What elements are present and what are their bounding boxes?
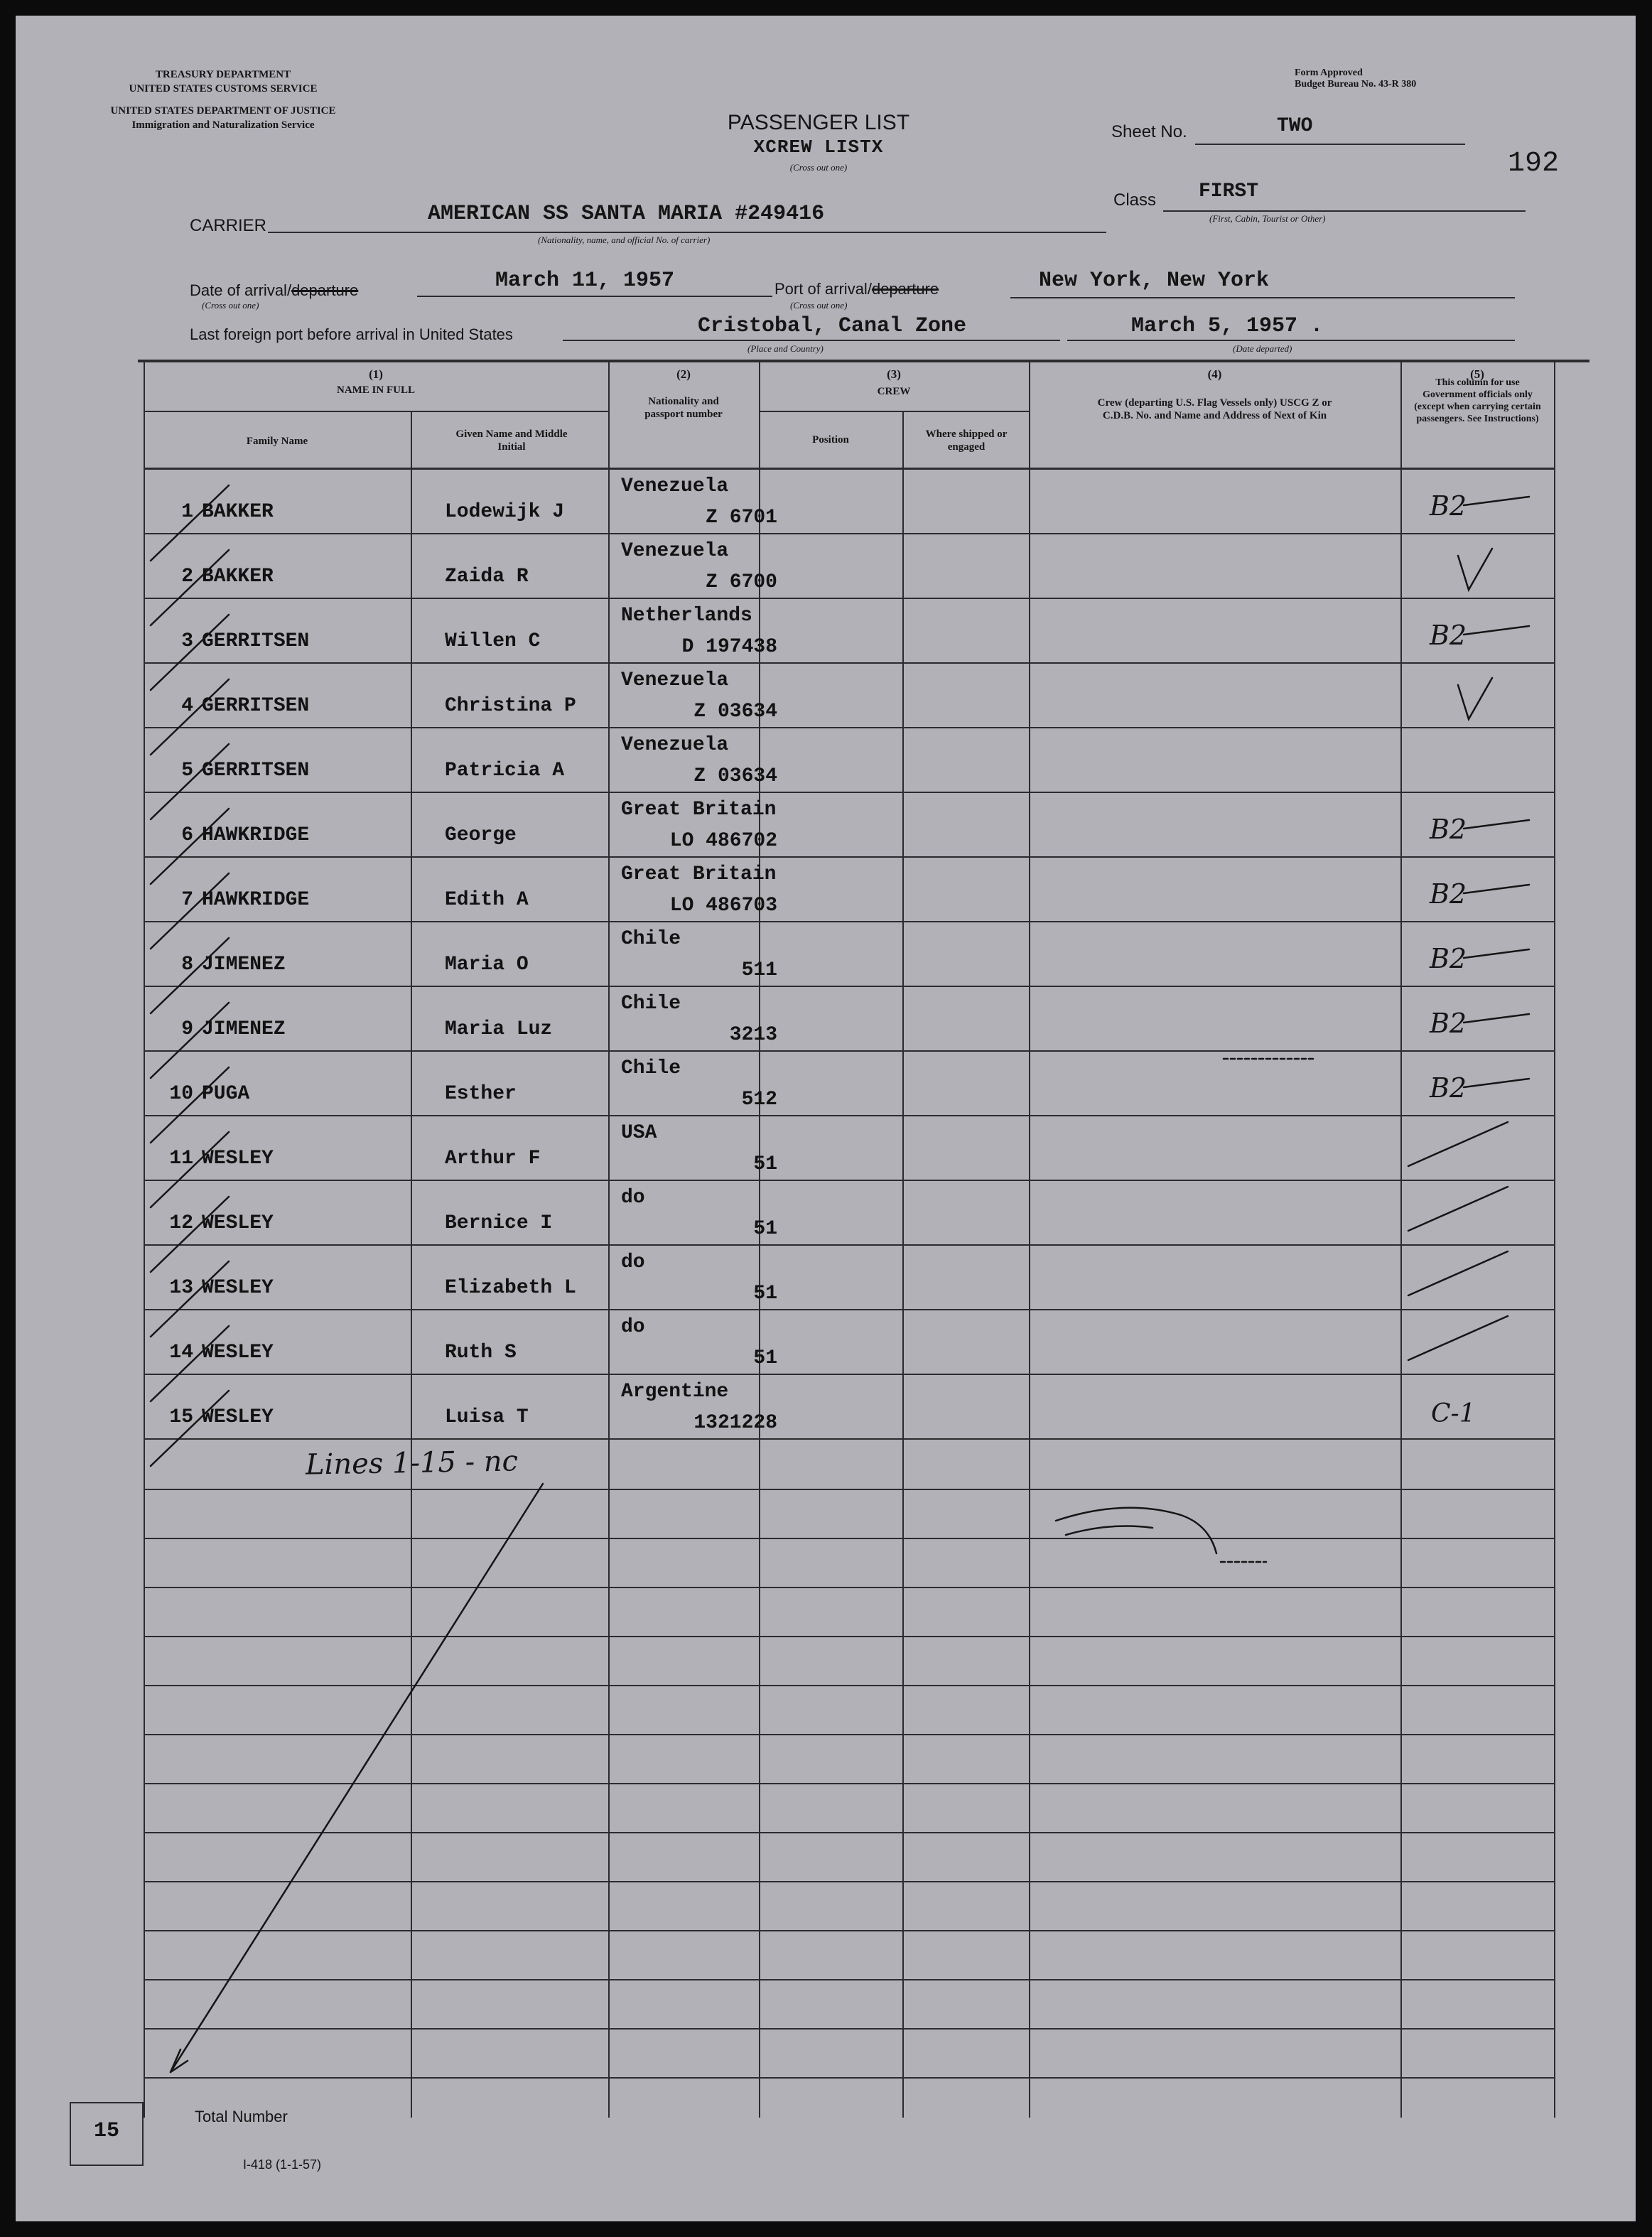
- family-name: BAKKER: [202, 566, 274, 588]
- agency-ins: Immigration and Naturalization Service: [131, 119, 315, 131]
- col1-family: Family Name: [246, 436, 308, 447]
- row-check-stroke: [151, 1261, 229, 1337]
- official-mark: B2: [1430, 814, 1467, 845]
- row-number: 12: [169, 1212, 193, 1234]
- port-arrival-value: New York, New York: [1039, 269, 1270, 293]
- row-number: 15: [169, 1406, 193, 1428]
- given-name: Maria Luz: [445, 1018, 553, 1040]
- row-check-stroke: [151, 1326, 229, 1401]
- given-name: George: [445, 824, 517, 846]
- carrier-value: AMERICAN SS SANTA MARIA #249416: [428, 202, 825, 226]
- row-number: 4: [181, 695, 193, 717]
- col1-title: NAME IN FULL: [336, 384, 415, 396]
- port-arrival-note: (Cross out one): [790, 300, 848, 311]
- col2-title: Nationality and passport number: [644, 396, 723, 420]
- row-number: 8: [181, 954, 193, 976]
- col4-number: (4): [1207, 367, 1222, 381]
- given-name: Arthur F: [445, 1148, 541, 1170]
- row-number: 7: [181, 889, 193, 911]
- sheet-no-label: Sheet No.: [1111, 122, 1187, 141]
- class-value: FIRST: [1199, 180, 1259, 203]
- passport-number: Z 03634: [693, 765, 777, 787]
- col1-number: (1): [369, 367, 383, 381]
- family-name: GERRITSEN: [202, 630, 310, 652]
- col1-given: Given Name and Middle Initial: [455, 428, 568, 453]
- cross-out-note: (Cross out one): [789, 162, 848, 173]
- official-check-stroke: [1408, 1316, 1508, 1360]
- passport-number: LO 486702: [669, 830, 777, 852]
- col3-position: Position: [812, 434, 849, 446]
- family-name: JIMENEZ: [202, 1018, 286, 1040]
- nationality: Chile: [621, 928, 681, 950]
- total-number-value: 15: [93, 2119, 119, 2143]
- sheet-no-value: TWO: [1277, 115, 1313, 137]
- row-check-stroke: [151, 809, 229, 884]
- row-number: 13: [169, 1277, 193, 1299]
- form-number: I-418 (1-1-57): [243, 2157, 322, 2172]
- official-mark: C-1: [1431, 1399, 1476, 1428]
- row-check-stroke: [151, 1197, 229, 1272]
- row-number: 3: [181, 630, 193, 652]
- given-name: Luisa T: [445, 1406, 529, 1428]
- official-mark: B2: [1430, 1008, 1467, 1039]
- total-number-label: Total Number: [195, 2108, 288, 2125]
- date-arrival-value: March 11, 1957: [495, 269, 675, 293]
- family-name: HAWKRIDGE: [202, 889, 310, 911]
- col3-where: Where shipped or engaged: [925, 428, 1008, 453]
- family-name: GERRITSEN: [202, 760, 310, 782]
- page-number: 192: [1508, 148, 1560, 180]
- official-mark: B2: [1430, 943, 1467, 974]
- official-check-stroke: [1408, 1122, 1508, 1166]
- col3-title: CREW: [877, 386, 911, 397]
- last-port-place: Cristobal, Canal Zone: [698, 314, 967, 338]
- official-check-stroke: [1408, 1251, 1508, 1295]
- family-name: BAKKER: [202, 501, 274, 523]
- nationality: Venezuela: [621, 475, 729, 497]
- col2-number: (2): [676, 367, 691, 381]
- date-arrival-label: Date of arrival/departure: [190, 281, 359, 299]
- family-name: WESLEY: [202, 1277, 274, 1299]
- given-name: Elizabeth L: [445, 1277, 576, 1299]
- family-name: JIMENEZ: [202, 954, 286, 976]
- nationality: Chile: [621, 993, 681, 1015]
- col5-number: (5): [1470, 367, 1484, 381]
- passport-number: LO 486703: [669, 895, 777, 917]
- nationality: Venezuela: [621, 669, 729, 691]
- row-number: 6: [181, 824, 193, 846]
- check-mark: [1458, 549, 1492, 590]
- handwriting-overlay: [16, 16, 1636, 2221]
- row-check-stroke: [151, 485, 229, 561]
- family-name: GERRITSEN: [202, 695, 310, 717]
- passport-number: 512: [741, 1089, 777, 1111]
- passenger-list-form: [16, 16, 1636, 2221]
- official-check-stroke: [1408, 1187, 1508, 1231]
- passport-number: 51: [753, 1153, 777, 1175]
- given-name: Zaida R: [445, 566, 529, 588]
- page-title: PASSENGER LIST: [727, 111, 910, 134]
- class-note: (First, Cabin, Tourist or Other): [1209, 213, 1326, 224]
- col5-title: This column for use Government officials only (except when carrying certain passengers. See Instructions): [1414, 377, 1541, 424]
- given-name: Edith A: [445, 889, 529, 911]
- col3-number: (3): [887, 367, 901, 381]
- row-number: 11: [169, 1148, 193, 1170]
- nationality: Argentine: [621, 1381, 729, 1403]
- official-mark: B2: [1430, 1072, 1467, 1104]
- family-name: WESLEY: [202, 1148, 274, 1170]
- passport-number: 511: [741, 959, 777, 981]
- passport-number: D 197438: [681, 636, 777, 658]
- row-check-stroke: [151, 1391, 229, 1466]
- nationality: do: [621, 1251, 645, 1273]
- passport-number: Z 6700: [706, 571, 777, 593]
- row-number: 1: [181, 501, 193, 523]
- nationality: Netherlands: [621, 605, 752, 627]
- passport-number: 51: [753, 1218, 777, 1240]
- budget-bureau: Budget Bureau No. 43-R 380: [1295, 79, 1417, 90]
- given-name: Esther: [445, 1083, 517, 1105]
- row-number: 14: [169, 1342, 193, 1364]
- crew-list-crossed: XCREW LISTX: [753, 136, 884, 158]
- port-arrival-label: Port of arrival/departure: [774, 280, 939, 298]
- handwritten-lines-note: Lines 1-15 - nc: [305, 1445, 519, 1482]
- carrier-note: (Nationality, name, and official No. of carrier): [538, 235, 711, 245]
- row-check-stroke: [151, 550, 229, 625]
- passport-number: 51: [753, 1347, 777, 1369]
- carrier-label: CARRIER: [190, 216, 267, 235]
- given-name: Ruth S: [445, 1342, 517, 1364]
- row-check-stroke: [151, 615, 229, 690]
- agency-justice: UNITED STATES DEPARTMENT OF JUSTICE: [110, 105, 336, 117]
- passport-number: 3213: [729, 1024, 777, 1046]
- row-check-stroke: [151, 1003, 229, 1078]
- check-mark: [1458, 678, 1492, 719]
- last-port-date: March 5, 1957 .: [1131, 314, 1324, 338]
- nationality: do: [621, 1187, 645, 1209]
- row-number: 9: [181, 1018, 193, 1040]
- nationality: USA: [621, 1122, 657, 1144]
- nationality: do: [621, 1316, 645, 1338]
- given-name: Lodewijk J: [445, 501, 565, 523]
- family-name: WESLEY: [202, 1342, 274, 1364]
- passport-number: Z 6701: [706, 507, 777, 529]
- class-label: Class: [1113, 190, 1157, 210]
- agency-customs: UNITED STATES CUSTOMS SERVICE: [129, 83, 318, 95]
- passport-number: 51: [753, 1283, 777, 1305]
- date-arrival-note: (Cross out one): [202, 300, 259, 311]
- given-name: Willen C: [445, 630, 541, 652]
- last-port-label: Last foreign port before arrival in United States: [190, 325, 513, 343]
- family-name: HAWKRIDGE: [202, 824, 310, 846]
- row-check-stroke: [151, 679, 229, 755]
- last-port-date-note: (Date departed): [1233, 343, 1292, 354]
- nationality: Venezuela: [621, 734, 729, 756]
- cancel-diagonal-line: [171, 1484, 543, 2072]
- nationality: Venezuela: [621, 540, 729, 562]
- col4-title: Crew (departing U.S. Flag Vessels only) USCG Z or C.D.B. No. and Name and Address of Next of Kin: [1097, 397, 1332, 421]
- given-name: Christina P: [445, 695, 576, 717]
- given-name: Maria O: [445, 954, 529, 976]
- given-name: Bernice I: [445, 1212, 553, 1234]
- last-port-place-note: (Place and Country): [747, 343, 824, 354]
- nationality: Great Britain: [621, 863, 777, 885]
- row-check-stroke: [151, 744, 229, 819]
- official-mark: B2: [1430, 490, 1467, 522]
- row-number: 10: [169, 1083, 193, 1105]
- form-approved: Form Approved: [1295, 68, 1363, 78]
- official-mark: B2: [1430, 878, 1467, 910]
- row-number: 5: [181, 760, 193, 782]
- row-check-stroke: [151, 938, 229, 1013]
- given-name: Patricia A: [445, 760, 565, 782]
- family-name: WESLEY: [202, 1212, 274, 1234]
- passport-number: Z 03634: [693, 701, 777, 723]
- row-check-stroke: [151, 873, 229, 949]
- row-number: 2: [181, 566, 193, 588]
- nationality: Great Britain: [621, 799, 777, 821]
- row-check-stroke: [151, 1067, 229, 1143]
- family-name: WESLEY: [202, 1406, 274, 1428]
- family-name: PUGA: [202, 1083, 250, 1105]
- passport-number: 1321228: [693, 1412, 777, 1434]
- official-mark: B2: [1430, 620, 1467, 651]
- agency-treasury: TREASURY DEPARTMENT: [155, 69, 291, 80]
- nationality: Chile: [621, 1057, 681, 1079]
- row-check-stroke: [151, 1132, 229, 1207]
